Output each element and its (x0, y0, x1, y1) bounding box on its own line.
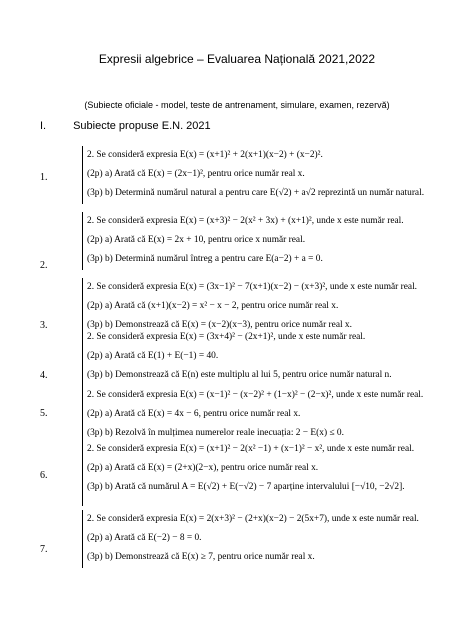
problem-statement: 2. Se consideră expresia E(x) = (x−1)² − (x−2)² + (1−x)² − (2−x)², unde x este număr real. (87, 390, 424, 400)
problem-part-a: (2p) a) Arată că E(x) = 2x + 10, pentru orice x număr real. (87, 235, 306, 245)
problem-7 (40, 510, 470, 570)
problem-statement: 2. Se consideră expresia E(x) = (x+1)² + 2(x+1)(x−2) + (x−2)². (87, 150, 323, 160)
page-title: Expresii algebrice – Evaluarea Națională 2021,2022 (98, 52, 376, 66)
problem-number: 5. (40, 408, 48, 419)
problem-number: 7. (40, 544, 48, 555)
problem-part-b: (3p) b) Demonstrează că E(n) este multiplu al lui 5, pentru orice număr natural n. (87, 370, 392, 380)
problem-2 (40, 212, 470, 272)
problem-part-b: (3p) b) Demonstrează că E(x) ≥ 7, pentru orice număr real x. (87, 552, 315, 562)
problem-number: 2. (40, 260, 48, 271)
problem-part-b: (3p) b) Arată că numărul A = E(√2) + E(−√2) − 7 aparține intervalului [−√10, −2√2]. (87, 482, 405, 492)
problem-4 (40, 328, 470, 388)
section-title: Subiecte propuse E.N. 2021 (73, 120, 211, 132)
problem-part-b: (3p) b) Determină numărul întreg a pentru care E(a−2) + a = 0. (87, 254, 323, 264)
problem-number: 3. (40, 320, 48, 331)
problem-part-b: (3p) b) Determină numărul natural a pentru care E(√2) + a√2 reprezintă un număr natural. (87, 188, 425, 198)
problem-6 (40, 440, 470, 510)
problem-part-a: (2p) a) Arată că (x+1)(x−2) = x² − x − 2, pentru orice număr real x. (87, 301, 339, 311)
problem-part-a: (2p) a) Arată că E(−2) − 8 = 0. (87, 533, 202, 543)
problem-1 (40, 146, 470, 206)
problem-statement: 2. Se consideră expresia E(x) = (3x+4)² − (2x+1)², unde x este număr real. (87, 332, 366, 342)
section-heading (40, 120, 211, 132)
problem-part-a: (2p) a) Arată că E(x) = 4x − 6, pentru orice număr real x. (87, 409, 301, 419)
problem-part-b: (3p) b) Rezolvă în mulțimea numerelor reale inecuația: 2 − E(x) ≤ 0. (87, 428, 344, 438)
problem-5 (40, 386, 470, 446)
problem-part-a: (2p) a) Arată că E(x) = (2+x)(2−x), pentru orice număr real x. (87, 463, 319, 473)
problem-statement: 2. Se consideră expresia E(x) = (x+1)² − 2(x² −1) + (x−1)² − x², unde x este număr real. (87, 444, 415, 454)
problem-statement: 2. Se consideră expresia E(x) = (x+3)² − 2(x² + 3x) + (x+1)², unde x este număr real. (87, 216, 404, 226)
page-subtitle: (Subiecte oficiale - model, teste de antrenament, simulare, examen, rezervă) (84, 100, 390, 110)
section-number: I. (40, 120, 47, 132)
problem-part-b: (3p) b) Demonstrează că E(x) = (x−2)(x−3), pentru orice număr real x. (87, 320, 352, 330)
problem-number: 6. (40, 470, 48, 481)
problem-number: 4. (40, 370, 48, 381)
problem-number: 1. (40, 172, 48, 183)
problem-part-a: (2p) a) Arată că E(1) + E(−1) = 40. (87, 351, 219, 361)
problem-statement: 2. Se consideră expresia E(x) = 2(x+3)² − (2+x)(x−2) − 2(5x+7), unde x este număr real. (87, 514, 419, 524)
problem-statement: 2. Se consideră expresia E(x) = (3x−1)² − 7(x+1)(x−2) − (x+3)², unde x este număr real. (87, 282, 418, 292)
problem-part-a: (2p) a) Arată că E(x) = (2x−1)², pentru orice număr real x. (87, 169, 305, 179)
